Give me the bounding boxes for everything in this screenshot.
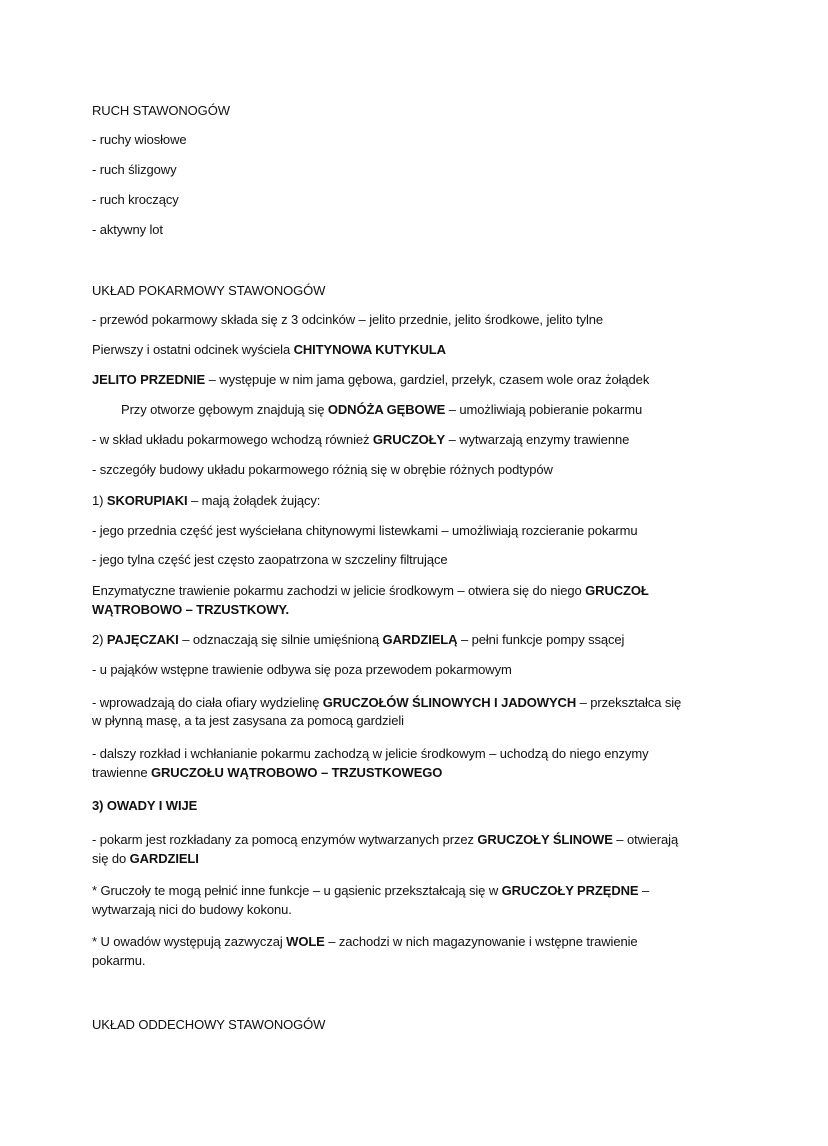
text-run: – otwierają <box>612 832 679 847</box>
text-run: * U owadów występują zazwyczaj <box>92 934 287 949</box>
text-line <box>92 431 629 448</box>
text-run: 2) <box>92 632 107 647</box>
text-line <box>92 694 681 711</box>
text-line <box>92 601 289 618</box>
text-run: – odznaczają się silnie umięśnioną <box>178 632 383 647</box>
bold-term: GRUCZOŁY ŚLINOWE <box>477 832 613 847</box>
section-heading-respiratory: UKŁAD ODDECHOWY STAWONOGÓW <box>92 1017 326 1032</box>
list-item: - ruchy wiosłowe <box>92 132 187 147</box>
bold-term: GRUCZOŁY <box>372 432 446 447</box>
section-heading-digestive: UKŁAD POKARMOWY STAWONOGÓW <box>92 283 326 298</box>
bold-term: PAJĘCZAKI <box>106 632 179 647</box>
text-run: Pierwszy i ostatni odcinek wyściela <box>92 342 294 357</box>
text-line <box>92 371 649 388</box>
text-line <box>92 882 649 899</box>
text-line: - przewód pokarmowy składa się z 3 odcinków – jelito przednie, jelito środkowe, jelito tylne <box>92 312 604 327</box>
text-run: trawienne <box>92 765 151 780</box>
text-run: Przy otworze gębowym znajdują się <box>121 402 328 417</box>
bold-term: GRUCZOŁ <box>585 583 649 598</box>
bold-term: 3) OWADY I WIJE <box>92 798 198 813</box>
list-item: - ruch kroczący <box>92 192 179 207</box>
bold-term: CHITYNOWA KUTYKULA <box>293 342 446 357</box>
text-run: – pełni funkcje pompy ssącej <box>457 632 625 647</box>
text-run: – przekształca się <box>576 695 682 710</box>
text-line <box>92 933 638 950</box>
text-run: się do <box>92 851 130 866</box>
text-line: pokarmu. <box>92 953 146 968</box>
bold-term: WĄTROBOWO – TRZUSTKOWY. <box>92 602 290 617</box>
section-heading-movement: RUCH STAWONOGÓW <box>92 103 230 118</box>
text-line <box>92 850 199 867</box>
text-run: - w skład układu pokarmowego wchodzą również <box>92 432 373 447</box>
text-run: - wprowadzają do ciała ofiary wydzielinę <box>92 695 323 710</box>
bold-term: GRUCZOŁU WĄTROBOWO – TRZUSTKOWEGO <box>150 765 443 780</box>
text-line: wytwarzają nici do budowy kokonu. <box>92 902 292 917</box>
text-line <box>92 492 320 509</box>
text-line: - jego przednia część jest wyściełana chitynowymi listewkami – umożliwiają rozcieranie pokarmu <box>92 523 638 538</box>
text-run: – wytwarzają enzymy trawienne <box>445 432 630 447</box>
text-line: - u pająków wstępne trawienie odbywa się poza przewodem pokarmowym <box>92 662 512 677</box>
text-line: - jego tylna część jest często zaopatrzona w szczeliny filtrujące <box>92 552 448 567</box>
text-run: * Gruczoły te mogą pełnić inne funkcje – u gąsienic przekształcają się w <box>92 883 502 898</box>
text-run: – występuje w nim jama gębowa, gardziel, przełyk, czasem wole oraz żołądek <box>205 372 650 387</box>
text-run: Enzymatyczne trawienie pokarmu zachodzi w jelicie środkowym – otwiera się do niego <box>92 583 586 598</box>
text-run: 1) <box>92 493 107 508</box>
text-run: – mają żołądek żujący: <box>187 493 321 508</box>
list-item: - aktywny lot <box>92 222 163 237</box>
text-line <box>92 831 678 848</box>
bold-term: GARDZIELI <box>129 851 199 866</box>
text-line: - dalszy rozkład i wchłanianie pokarmu zachodzą w jelicie środkowym – uchodzą do niego enzymy <box>92 746 649 761</box>
text-line <box>121 401 642 418</box>
bold-term: ODNÓŻA GĘBOWE <box>327 402 446 417</box>
bold-term: WOLE <box>286 934 325 949</box>
text-line: w płynną masę, a ta jest zasysana za pomocą gardzieli <box>92 713 404 728</box>
text-line: - szczegóły budowy układu pokarmowego różnią się w obrębie różnych podtypów <box>92 462 553 477</box>
text-run: – umożliwiają pobieranie pokarmu <box>445 402 643 417</box>
text-run: - pokarm jest rozkładany za pomocą enzymów wytwarzanych przez <box>92 832 478 847</box>
list-item: - ruch ślizgowy <box>92 162 177 177</box>
text-run: – zachodzi w nich magazynowanie i wstępne trawienie <box>324 934 638 949</box>
bold-term: SKORUPIAKI <box>106 493 188 508</box>
text-line <box>92 631 624 648</box>
subsection-heading <box>92 797 197 814</box>
text-run: – <box>638 883 650 898</box>
bold-term: JELITO PRZEDNIE <box>92 372 206 387</box>
bold-term: GARDZIELĄ <box>382 632 458 647</box>
text-line <box>92 341 446 358</box>
bold-term: GRUCZOŁÓW ŚLINOWYCH I JADOWYCH <box>322 695 577 710</box>
text-line <box>92 582 649 599</box>
bold-term: GRUCZOŁY PRZĘDNE <box>501 883 639 898</box>
text-line <box>92 764 442 781</box>
